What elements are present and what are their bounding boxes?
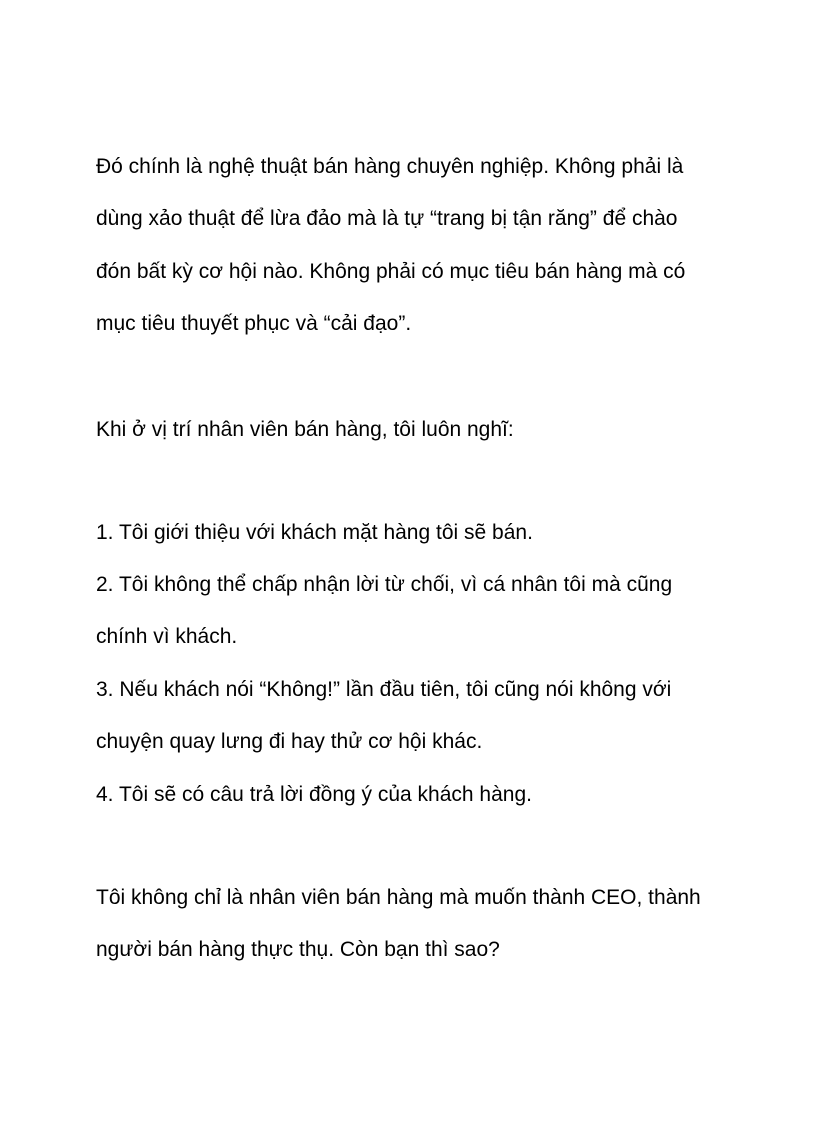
paragraph-3-line-2: người bán hàng thực thụ. Còn bạn thì sao? — [96, 938, 500, 961]
paragraph-3-line-1: Tôi không chỉ là nhân viên bán hàng mà muốn thành CEO, thành — [96, 886, 701, 909]
paragraph-2-line-1: Khi ở vị trí nhân viên bán hàng, tôi luôn nghĩ: — [96, 418, 514, 441]
list-item-1: 1. Tôi giới thiệu với khách mặt hàng tôi sẽ bán. — [96, 521, 533, 544]
paragraph-1-line-3: đón bất kỳ cơ hội nào. Không phải có mục tiêu bán hàng mà có — [96, 260, 686, 283]
list-item-4: 4. Tôi sẽ có câu trả lời đồng ý của khách hàng. — [96, 783, 532, 806]
list-item-2-line-2: chính vì khách. — [96, 625, 238, 648]
paragraph-1-line-1: Đó chính là nghệ thuật bán hàng chuyên nghiệp. Không phải là — [96, 155, 684, 178]
paragraph-1-line-4: mục tiêu thuyết phục và “cải đạo”. — [96, 312, 412, 335]
list-item-3-line-2: chuyện quay lưng đi hay thử cơ hội khác. — [96, 730, 483, 753]
paragraph-1-line-2: dùng xảo thuật để lừa đảo mà là tự “trang bị tận răng” để chào — [96, 207, 678, 230]
list-item-2-line-1: 2. Tôi không thể chấp nhận lời từ chối, vì cá nhân tôi mà cũng — [96, 573, 673, 596]
list-item-3-line-1: 3. Nếu khách nói “Không!” lần đầu tiên, tôi cũng nói không với — [96, 678, 672, 701]
